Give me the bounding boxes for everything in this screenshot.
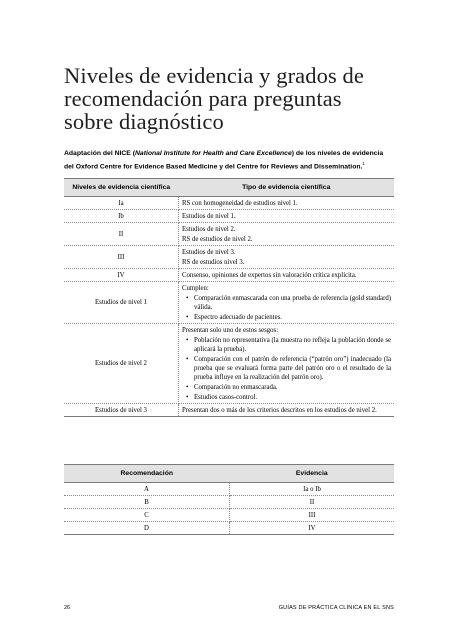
- header-type: Tipo de evidencia científica: [179, 179, 395, 197]
- evidence-type-text: RS de estudios nivel 3.: [182, 258, 245, 266]
- evidence-level-cell: Estudios de nivel 2: [64, 324, 179, 404]
- page-number: 26: [64, 605, 71, 611]
- page-title: Niveles de evidencia y grados de recomendación para preguntas sobre diagnóstico: [64, 63, 364, 134]
- evidence-bullet-item: [182, 355, 391, 382]
- evidence-bullet-text: Comparación no enmascarada.: [194, 383, 278, 391]
- evidence-bullet-text: Comparación con el patrón de referencia (“patrón oro”) inadecuado (la prueba que se evaluará forma parte del patrón oro o el resultado de la prueba influye en la realización del patrón oro).: [194, 355, 391, 381]
- evidence-type-text: Estudios de nivel 2.: [182, 225, 236, 233]
- evidence-level-cell: II: [64, 223, 179, 246]
- recommendation-table: [64, 464, 394, 535]
- table-row: [64, 324, 394, 404]
- recommendation-evidence-cell: Ia o Ib: [230, 483, 395, 496]
- recommendation-grade-cell: D: [64, 522, 230, 535]
- evidence-type-text: Estudios de nivel 1.: [182, 212, 236, 220]
- evidence-type-cell: [179, 404, 395, 417]
- intro-text-after: ) de los niveles de evidencia del Oxford Centre for Evidence Based Medicine y del Centre for Reviews and Dissemination.: [64, 150, 384, 170]
- bullet-icon: •: [186, 383, 189, 391]
- evidence-bullet-item: [182, 393, 391, 402]
- bullet-icon: •: [186, 336, 189, 344]
- table-row: [64, 483, 394, 496]
- recommendation-table-body: [64, 483, 394, 535]
- intro-paragraph: [64, 149, 394, 171]
- evidence-type-text: RS con homogeneidad de estudios nivel 1.: [182, 199, 298, 207]
- bullet-icon: •: [186, 313, 189, 321]
- table-row: [64, 509, 394, 522]
- evidence-type-cell: [179, 324, 395, 404]
- bullet-icon: •: [186, 355, 189, 363]
- recommendation-evidence-cell: IV: [230, 522, 395, 535]
- intro-reference: 1: [362, 160, 365, 166]
- evidence-bullet-item: [182, 336, 391, 354]
- header-recommendation: Recomendación: [64, 465, 230, 483]
- recommendation-grade-cell: C: [64, 509, 230, 522]
- evidence-type-text: Cumplen:: [182, 284, 209, 292]
- evidence-bullet-item: [182, 294, 391, 312]
- recommendation-evidence-cell: III: [230, 509, 395, 522]
- table-row: [64, 210, 394, 223]
- evidence-type-cell: [179, 210, 395, 223]
- table-row: [64, 404, 394, 417]
- evidence-type-cell: [179, 197, 395, 210]
- evidence-bullet-item: [182, 383, 391, 392]
- evidence-type-text: Presentan dos o más de los criterios descritos en los estudios de nivel 2.: [182, 406, 377, 414]
- evidence-level-cell: Ib: [64, 210, 179, 223]
- header-levels: Niveles de evidencia científica: [64, 179, 179, 197]
- evidence-type-text: Presentan solo uno de estos sesgos:: [182, 326, 279, 334]
- evidence-type-cell: [179, 282, 395, 324]
- evidence-level-cell: III: [64, 246, 179, 269]
- table-header-row: [64, 465, 394, 483]
- recommendation-evidence-cell: II: [230, 496, 395, 509]
- evidence-table-body: [64, 197, 394, 417]
- intro-text-before: Adaptación del NICE (: [64, 150, 135, 157]
- recommendation-grade-cell: B: [64, 496, 230, 509]
- evidence-bullet-text: Comparación enmascarada con una prueba de referencia (gold standard) válida.: [194, 294, 391, 311]
- table-row: [64, 197, 394, 210]
- evidence-type-cell: [179, 223, 395, 246]
- table-row: [64, 282, 394, 324]
- evidence-level-cell: Estudios de nivel 3: [64, 404, 179, 417]
- recommendation-grade-cell: A: [64, 483, 230, 496]
- table-header-row: [64, 179, 394, 197]
- footer-text: GUÍAS DE PRÁCTICA CLÍNICA EN EL SNS: [278, 605, 394, 611]
- table-row: [64, 246, 394, 269]
- evidence-type-cell: [179, 246, 395, 269]
- evidence-type-cell: [179, 269, 395, 282]
- bullet-icon: •: [186, 393, 189, 401]
- intro-italic-text: National Institute for Health and Care Excellence: [135, 150, 292, 157]
- evidence-level-cell: Ia: [64, 197, 179, 210]
- evidence-level-cell: IV: [64, 269, 179, 282]
- evidence-levels-table: [64, 178, 394, 417]
- evidence-bullet-text: Estudios casos-control.: [194, 393, 258, 401]
- table-row: [64, 522, 394, 535]
- evidence-bullet-text: Espectro adecuado de pacientes.: [194, 313, 282, 321]
- table-row: [64, 496, 394, 509]
- table-row: [64, 223, 394, 246]
- bullet-icon: •: [186, 294, 189, 302]
- evidence-type-text: Consenso, opiniones de expertos sin valoración crítica explícita.: [182, 271, 357, 279]
- evidence-bullet-text: Población no representativa (la muestra no refleja la población donde se aplicará la prueba).: [194, 336, 391, 353]
- header-evidence: Evidencia: [230, 465, 395, 483]
- evidence-type-text: Estudios de nivel 3.: [182, 248, 236, 256]
- table-row: [64, 269, 394, 282]
- evidence-bullet-item: [182, 313, 391, 322]
- evidence-type-text: RS de estudios de nivel 2.: [182, 235, 253, 243]
- evidence-level-cell: Estudios de nivel 1: [64, 282, 179, 324]
